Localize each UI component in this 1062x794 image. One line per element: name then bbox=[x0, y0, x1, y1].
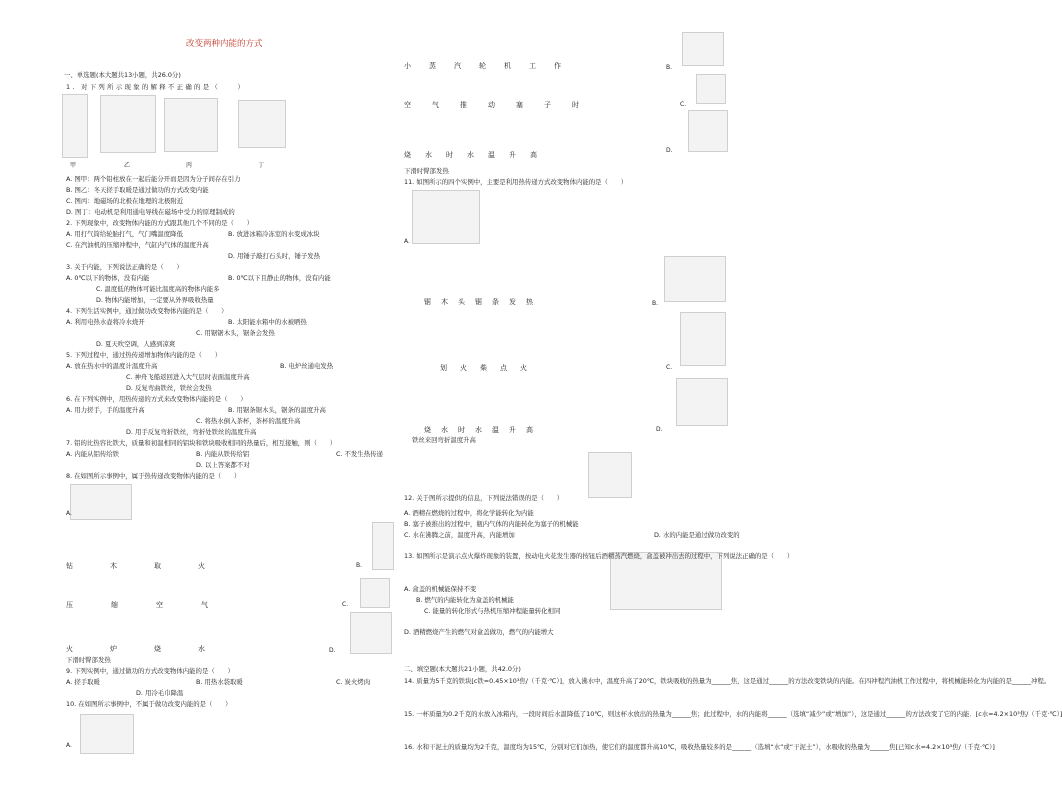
steam-turbine-figure bbox=[80, 714, 134, 754]
option-letter: B. bbox=[356, 562, 363, 569]
option-a: A. 用力搓手，手的温度升高 bbox=[66, 406, 145, 414]
option-b: B. 放进冰箱冷冻室的水变成冰块 bbox=[228, 230, 320, 238]
option-letter: A. bbox=[66, 742, 72, 749]
magnetic-field-figure bbox=[164, 98, 218, 152]
option-letter: D. bbox=[666, 147, 673, 154]
option-a: A. 利用电热水壶将冷水烧开 bbox=[66, 318, 145, 326]
question-15: 15. 一杯质量为0.2千克的水放入冰箱内，一段时间后水温降低了10℃，则这杯水放出的热量为______焦；此过程中，水的内能将______（选填“减少”或“增加”），这是通过______的方法改变了它的内能．[c水=4.2×10³焦/（千克·℃）] bbox=[404, 710, 1062, 718]
bending-wire-figure bbox=[676, 378, 728, 426]
question-stem: 1. 对下列所示现象的解释不正确的是（ ） bbox=[66, 83, 247, 91]
option-letter: B. bbox=[652, 300, 659, 307]
option-c: C. 在汽油机的压缩冲程中，气缸内气体的温度升高 bbox=[66, 241, 209, 249]
option-d-label: 烧水时水温升高 bbox=[424, 426, 543, 434]
option-c: C. 不发生热传递 bbox=[336, 450, 383, 458]
option-c-label: 火炉烧水 bbox=[66, 645, 242, 653]
option-a: A. 酒精在燃烧的过程中，将化学能转化为内能 bbox=[404, 509, 534, 517]
question-stem: 2. 下列现象中，改变物体内能的方式跟其他几个不同的是（ ） bbox=[66, 219, 254, 227]
striking-match-figure bbox=[664, 256, 726, 302]
option-c: C. 能量的转化形式与热机压缩冲程能量转化相同 bbox=[424, 607, 561, 615]
figure-caption: 丁 bbox=[258, 162, 265, 169]
option-c-label: 划火柴点火 bbox=[440, 364, 540, 372]
question-stem: 4. 下列生活实例中，通过做功改变物体内能的是（ ） bbox=[66, 307, 228, 315]
option-d-note: 铁丝来回弯折温度升高 bbox=[412, 436, 476, 444]
option-b: B. 燃气的内能转化为盒盖的机械能 bbox=[416, 596, 514, 604]
option-c: C. 炭火烤肉 bbox=[336, 678, 371, 686]
option-d: D. 用冷毛巾降温 bbox=[136, 689, 184, 697]
slide-figure bbox=[688, 110, 728, 152]
option-a: A. 图甲：两个铅柱放在一起后能分开而是因为分子间存在引力 bbox=[66, 175, 241, 183]
option-a-label: 钻木取火 bbox=[66, 562, 242, 570]
option-letter: C. bbox=[666, 364, 673, 371]
option-b: B. 电炉丝通电发热 bbox=[280, 362, 334, 370]
option-c: C. 将热水倒入茶杯，茶杯的温度升高 bbox=[196, 417, 301, 425]
question-stem: 6. 在下列实例中，用热传递的方式来改变物体内能的是（ ） bbox=[66, 395, 247, 403]
question-stem: 9. 下列实例中，通过做功的方式改变物体内能的是（ ） bbox=[66, 667, 234, 675]
sawing-wood-figure bbox=[412, 190, 480, 244]
drilling-wood-figure bbox=[70, 484, 132, 520]
slide-figure bbox=[350, 612, 392, 654]
page-title: 改变两种内能的方式 bbox=[186, 39, 263, 49]
question-stem: 7. 铝的比热容比铁大，质量和初温相同的铝块和铁块吸收相同的热量后，相互接触，则（ ） bbox=[66, 439, 337, 447]
option-d: D. 以上答案都不对 bbox=[196, 461, 250, 469]
question-stem: 8. 在如图所示事例中，属于热传递改变物体内能的是（ ） bbox=[66, 472, 241, 480]
option-b: B. 太阳能水箱中的水被晒热 bbox=[228, 318, 307, 326]
option-d: D. 用手反复弯折铁丝，弯折处铁丝的温度升高 bbox=[126, 428, 257, 436]
question-stem: 12. 关于图所示提供的信息，下列说法错误的是（ ） bbox=[404, 494, 564, 502]
option-letter: A. bbox=[404, 238, 410, 245]
option-d: D. 夏天吹空调，人感到凉爽 bbox=[96, 340, 176, 348]
figure-caption: 甲 bbox=[70, 162, 77, 169]
kettle-on-stove-figure bbox=[680, 312, 726, 366]
option-c: C. 用锯锯木头，锯条会发热 bbox=[196, 329, 275, 337]
option-a: A. 0℃以下的物体，没有内能 bbox=[66, 274, 150, 282]
option-c: C. 神舟飞船返回进入大气层时表面温度升高 bbox=[126, 373, 250, 381]
question-14: 14. 质量为5千克的铁块[c铁=0.45×10³焦/（千克·℃）]，放入沸水中，温度升高了20℃，铁块吸收的热量为______焦，这是通过______的方法改变铁块的内能。在四冲程汽油机工作过程中，将机械能转化为内能的是______冲程。 bbox=[404, 677, 1051, 685]
option-b-label: 压缩空气 bbox=[66, 601, 246, 609]
option-b: B. 内能从铁传给铝 bbox=[196, 450, 250, 458]
option-b: B. 0℃以下且静止的物体，没有内能 bbox=[228, 274, 331, 282]
option-letter: D. bbox=[329, 647, 336, 654]
compressing-air-figure bbox=[372, 522, 394, 570]
figure-caption: 乙 bbox=[124, 162, 131, 169]
kettle-figure bbox=[360, 578, 390, 608]
option-c-label: 空气推动塞子时 bbox=[404, 101, 600, 109]
option-b: B. 图乙：冬天搓手取暖是通过做功的方式改变内能 bbox=[66, 186, 209, 194]
option-a: A. 放在热水中的温度计温度升高 bbox=[66, 362, 158, 370]
option-b-label: 锯木头锯条发热 bbox=[424, 298, 543, 306]
question-stem: 10. 在如图所示事例中，不属于做功改变内能的是（ ） bbox=[66, 700, 232, 708]
option-a: A. 内能从铝传给铁 bbox=[66, 450, 120, 458]
kettle-figure bbox=[696, 74, 726, 104]
section-heading: 二、填空题(本大题共21小题，共42.0分) bbox=[404, 665, 521, 673]
lead-cylinders-figure bbox=[62, 94, 88, 158]
option-c: C. 水在沸腾之前，温度升高，内能增加 bbox=[404, 531, 515, 539]
figure-caption: 丙 bbox=[186, 162, 193, 169]
option-d-label: 下滑时臀部发热 bbox=[66, 656, 111, 664]
option-d-note: 下滑时臀部发热 bbox=[404, 167, 449, 175]
option-d: D. 图丁：电动机是利用通电导线在磁场中受力的原理制成的 bbox=[66, 208, 235, 216]
option-b-label: 小蒸汽轮机工作 bbox=[404, 62, 579, 70]
option-b: B. 用锯条锯木头，锯条的温度升高 bbox=[228, 406, 326, 414]
question-stem: 13. 如图所示是演示点火爆炸现象的装置，按动电火花发生器的按钮后酒精蒸汽燃烧，盒盖被冲出去的过程中，下列说法正确的是（ ） bbox=[404, 552, 794, 560]
question-16: 16. 水和干泥土的质量均为2千克，温度均为15℃，分别对它们加热，使它们的温度都升高10℃，吸收热量较多的是______（选填“水”或“干泥土”），水吸收的热量为______焦[已知c水=4.2×10³焦/（千克·℃）] bbox=[404, 743, 995, 751]
option-letter: C. bbox=[342, 601, 349, 608]
option-b: B. 用热水袋取暖 bbox=[196, 678, 243, 686]
option-a: A. 盒盖的机械能保持不变 bbox=[404, 585, 477, 593]
option-a: A. 用打气筒给轮胎打气，气门嘴温度降低 bbox=[66, 230, 183, 238]
option-b: B. 塞子被推出的过程中，瓶内气体的内能转化为塞子的机械能 bbox=[404, 520, 579, 528]
option-c: C. 图丙：地磁场的北极在地理的北极附近 bbox=[66, 197, 184, 205]
option-letter: C. bbox=[680, 101, 687, 108]
question-stem: 5. 下列过程中，通过热传递增加物体内能的是（ ） bbox=[66, 351, 222, 359]
option-c: C. 温度低的物体可能比温度高的物体内能多 bbox=[96, 285, 220, 293]
steam-turbine-figure bbox=[682, 32, 724, 66]
option-d: D. 水的内能是通过做功改变的 bbox=[654, 531, 740, 539]
section-heading: 一、单选题(本大题共13小题，共26.0分) bbox=[64, 71, 181, 79]
option-letter: D. bbox=[656, 426, 663, 433]
option-d: D. 酒精燃烧产生的燃气对盒盖做功，燃气的内能增大 bbox=[404, 628, 554, 636]
option-letter: A. bbox=[66, 510, 72, 517]
option-d-label: 烧水时水温升高 bbox=[404, 151, 551, 159]
motor-figure bbox=[238, 100, 286, 148]
option-d: D. 用锤子敲打石头时，锤子发热 bbox=[228, 252, 321, 260]
rubbing-hands-figure bbox=[100, 95, 156, 153]
test-tube-experiment-figure bbox=[588, 452, 632, 498]
question-stem: 3. 关于内能，下列说法正确的是（ ） bbox=[66, 263, 183, 271]
option-d: D. 反复弯曲铁丝，铁丝会发热 bbox=[126, 384, 212, 392]
option-a: A. 搓手取暖 bbox=[66, 678, 100, 686]
option-letter: B. bbox=[666, 64, 673, 71]
option-d: D. 物体内能增加，一定要从外界吸收热量 bbox=[96, 296, 214, 304]
question-stem: 11. 如图所示的四个实例中，主要是利用热传递方式改变物体内能的是（ ） bbox=[404, 178, 628, 186]
